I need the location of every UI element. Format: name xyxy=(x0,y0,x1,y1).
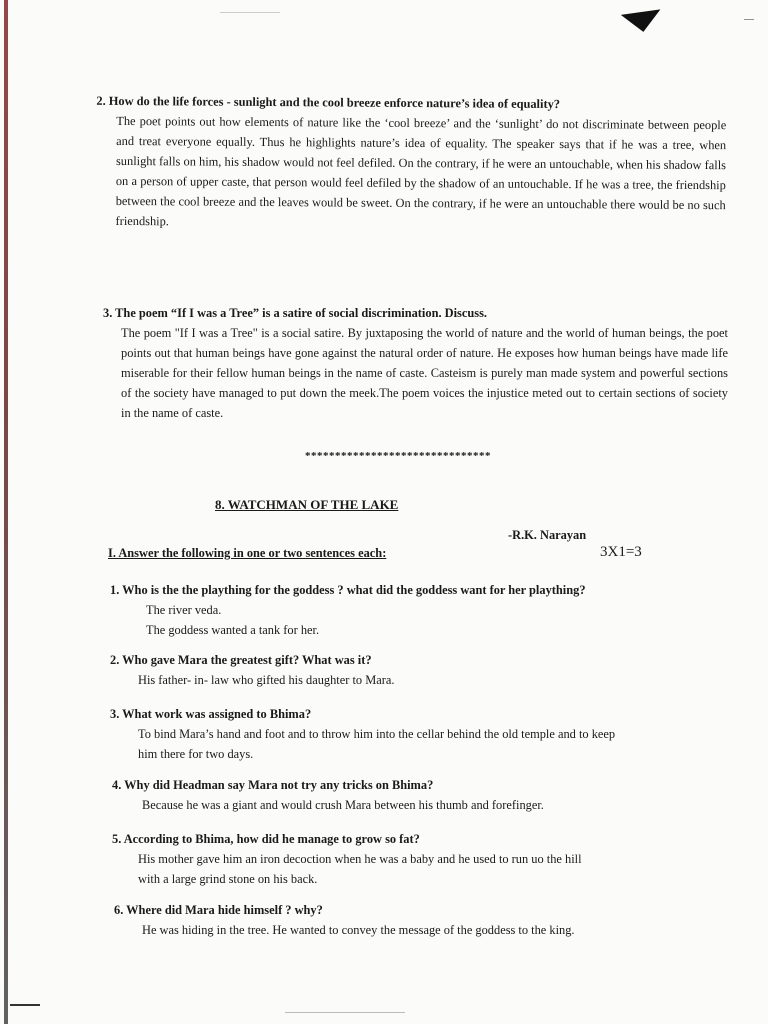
answer-line: To bind Mara’s hand and foot and to throw him into the cellar behind the old temple and to keep xyxy=(138,727,616,741)
bottom-scan-mark xyxy=(10,1004,40,1006)
corner-dash-mark: — xyxy=(744,14,754,25)
question-text: 5. According to Bhima, how did he manage to grow so fat? xyxy=(112,832,420,846)
answer-line: Because he was a giant and would crush Mara between his thumb and forefinger. xyxy=(142,798,544,812)
answer-line: with a large grind stone on his back. xyxy=(138,872,318,886)
answer-line: The goddess wanted a tank for her. xyxy=(146,623,320,637)
poem-question-2 xyxy=(96,91,727,235)
question-text: 2. How do the life forces - sunlight and the cool breeze enforce nature’s idea of equality? xyxy=(96,93,561,112)
chapter-question-1 xyxy=(110,580,730,640)
top-scan-mark xyxy=(220,12,280,13)
question-text: 2. Who gave Mara the greatest gift? What was it? xyxy=(110,653,372,667)
answer-line: The river veda. xyxy=(146,603,222,617)
chapter-question-6 xyxy=(114,900,734,940)
question-text: 3. The poem “If I was a Tree” is a satire of social discrimination. Discuss. xyxy=(103,306,487,320)
answer-line: He was hiding in the tree. He wanted to convey the message of the goddess to the king. xyxy=(142,923,575,937)
corner-fold-mark xyxy=(621,9,663,34)
answer-line: him there for two days. xyxy=(138,747,254,761)
answer-line: His mother gave him an iron decoction when he was a baby and he used to run uo the hill xyxy=(138,852,582,866)
section-separator: ******************************* xyxy=(305,450,491,462)
question-text: 3. What work was assigned to Bhima? xyxy=(110,707,312,721)
chapter-title: 8. WATCHMAN OF THE LAKE xyxy=(215,497,399,512)
question-text: 1. Who is the the plaything for the goddess ? what did the goddess want for her plaything? xyxy=(110,583,586,597)
chapter-question-5 xyxy=(112,829,732,889)
bottom-scan-rule xyxy=(285,1012,405,1013)
page-binding-edge xyxy=(4,0,8,1024)
poem-question-3 xyxy=(103,303,728,423)
chapter-question-3 xyxy=(110,704,730,764)
answer-text: The poem "If I was a Tree" is a social satire. By juxtaposing the world of nature and the world of human beings, the poet points out that human beings have gone against the natural order of nature. He exposes how human beings have made life miserable for their fellow human beings in the name of caste. Casteism is purely man made system and powerful sections of the society have managed to put down the meek.The poem voices the injustice meted out to certain sections of society in the name of caste. xyxy=(121,326,728,420)
chapter-author: -R.K. Narayan xyxy=(508,528,587,542)
chapter-question-4 xyxy=(112,775,732,815)
chapter-question-2 xyxy=(110,650,730,690)
answer-line: His father- in- law who gifted his daughter to Mara. xyxy=(138,673,395,687)
question-text: 6. Where did Mara hide himself ? why? xyxy=(114,903,323,917)
answer-text: The poet points out how elements of nature like the ‘cool breeze’ and the ‘sunlight’ do not discriminate between people and treat everyone equally. Thus he highlights nature’s idea of equality. The speaker says that if he was a tree, when sunlight falls on him, his shadow would not feel defiled. On the contrary, if he were an untouchable, when his shadow falls on a person of upper caste, that person would feel defiled by the shadow of an untouchable. If he was a tree, the friendship between the cool breeze and the leaves would be sweet. On the contrary, if he were an untouchable there would be no such friendship. xyxy=(115,113,727,229)
marks-allocation: 3X1=3 xyxy=(600,544,642,560)
section-heading: I. Answer the following in one or two sentences each: xyxy=(108,546,387,560)
question-text: 4. Why did Headman say Mara not try any tricks on Bhima? xyxy=(112,778,434,792)
